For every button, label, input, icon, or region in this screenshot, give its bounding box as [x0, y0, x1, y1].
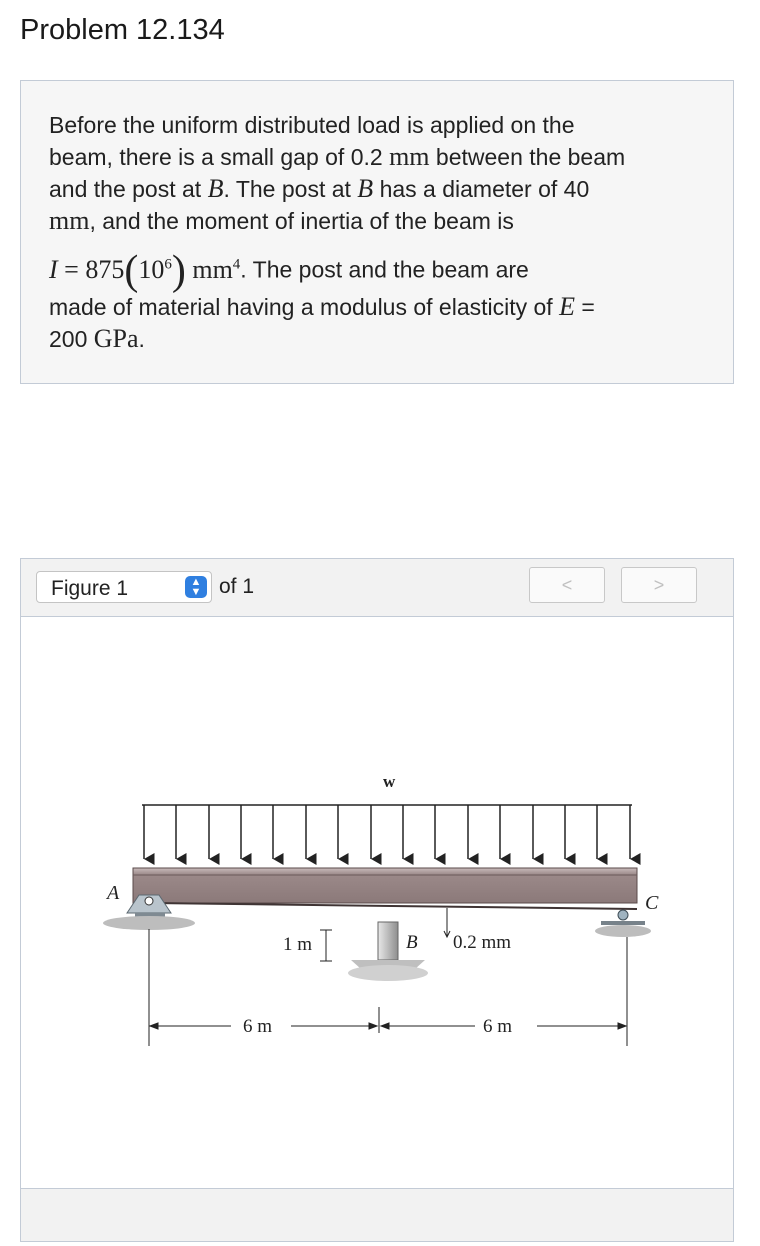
- beam-diagram: [21, 617, 733, 1187]
- support-c-label: C: [645, 892, 659, 914]
- roller-support-c: [595, 910, 651, 937]
- chevron-right-icon: >: [653, 575, 665, 595]
- figure-select-label: Figure 1: [51, 577, 129, 600]
- previous-figure-button[interactable]: [529, 567, 605, 603]
- figure-footer: [21, 1188, 733, 1241]
- gap-dimension: [444, 908, 450, 937]
- support-a-label: A: [107, 882, 120, 904]
- figure-image: [21, 617, 733, 1187]
- symbol-e: E: [559, 292, 575, 321]
- distributed-load-arrows: [142, 805, 632, 859]
- problem-statement-box: [20, 80, 734, 384]
- figure-count: of 1: [219, 575, 255, 598]
- figure-toolbar: [21, 559, 733, 617]
- problem-line-4: mm, and the moment of inertia of the beam is: [49, 206, 514, 235]
- post-height-label: 1 m: [283, 934, 313, 955]
- figure-select[interactable]: [36, 571, 212, 603]
- problem-text: [49, 109, 719, 355]
- symbol-i: I: [49, 254, 58, 284]
- beam: [133, 868, 637, 912]
- point-b-symbol: B: [357, 174, 374, 203]
- load-label: w: [383, 772, 396, 791]
- unit-mm: mm: [389, 142, 430, 171]
- post-b-label: B: [406, 932, 418, 953]
- span-left-label: 6 m: [243, 1016, 273, 1037]
- unit-mm: mm: [49, 206, 90, 235]
- page-title: Problem 12.134: [20, 14, 225, 46]
- problem-line-7: 200 GPa.: [49, 324, 145, 353]
- point-b-symbol: B: [207, 174, 224, 203]
- select-stepper-icon: ▲ ▼: [185, 576, 207, 598]
- chevron-left-icon: <: [561, 575, 573, 595]
- problem-line-1: Before the uniform distributed load is applied on the: [49, 112, 575, 138]
- next-figure-button[interactable]: [621, 567, 697, 603]
- problem-line-2: beam, there is a small gap of 0.2 mm between the beam: [49, 142, 626, 171]
- gap-label: 0.2 mm: [453, 932, 512, 953]
- post-height-dimension: [320, 930, 332, 961]
- moment-of-inertia-equation: $I = 875(10^6)$ $mm^4$. The post and the beam are: [49, 247, 529, 294]
- problem-line-6: made of material having a modulus of elasticity of E =: [49, 292, 595, 321]
- figure-panel: [20, 558, 734, 1242]
- unit-gpa: GPa: [93, 324, 139, 353]
- problem-line-3: and the post at B. The post at B has a diameter of 40: [49, 174, 590, 203]
- span-right-label: 6 m: [483, 1016, 513, 1037]
